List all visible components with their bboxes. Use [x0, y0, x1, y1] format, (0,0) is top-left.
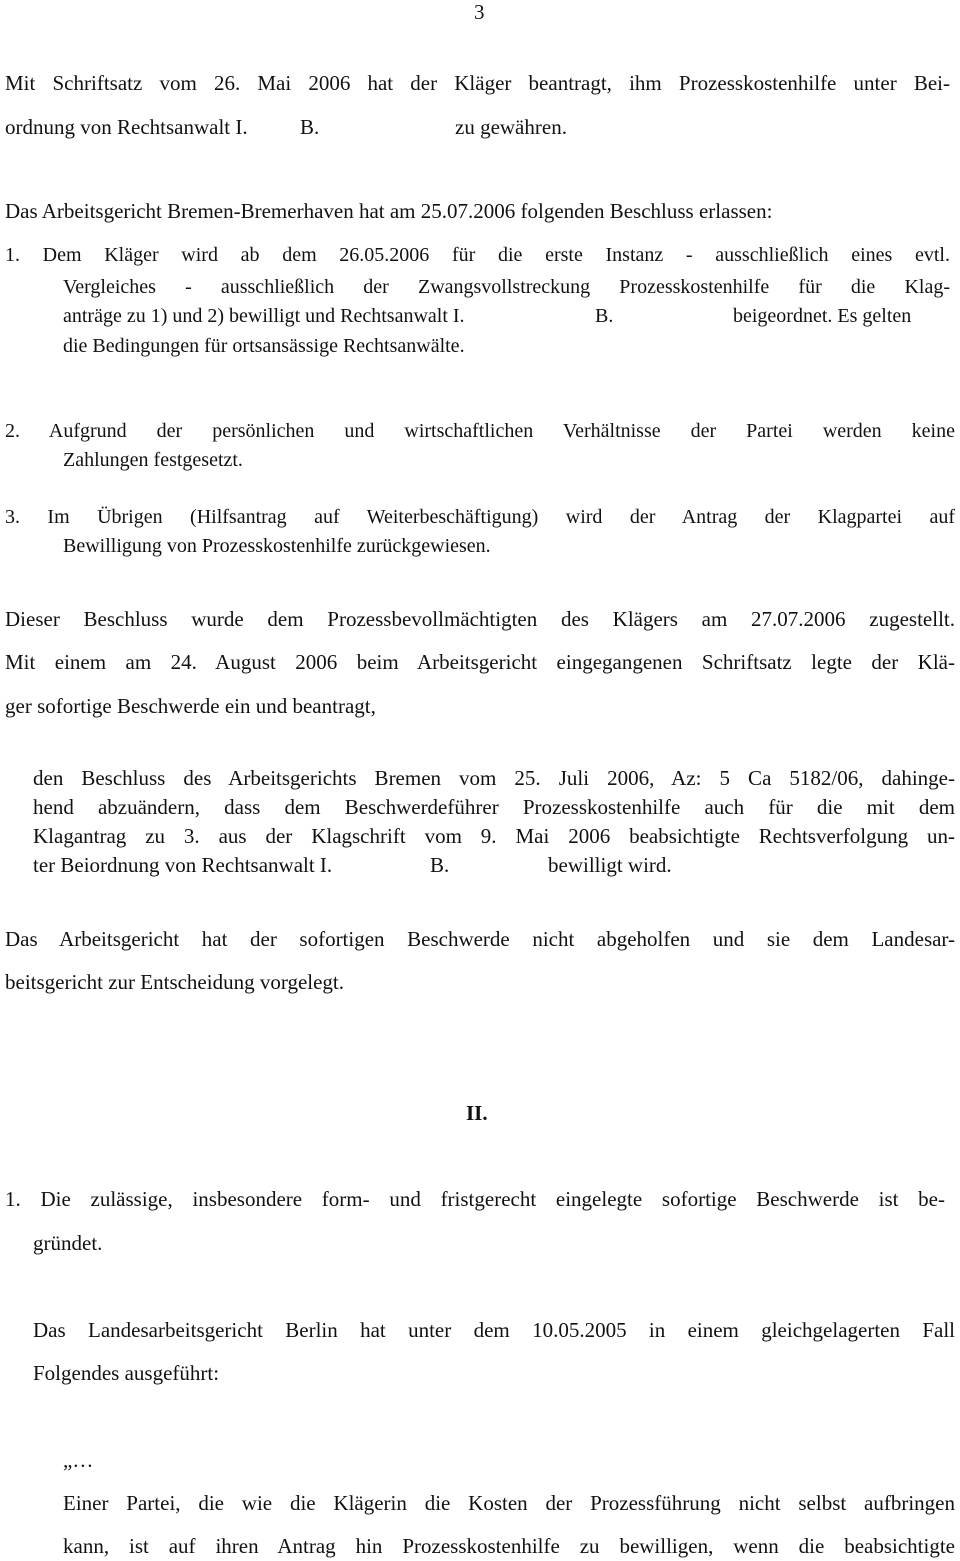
paragraph-line: Das Arbeitsgericht Bremen-Bremerhaven hat am 25.07.2006 folgenden Beschluss erlassen:: [5, 199, 773, 223]
section-heading: II.: [466, 1101, 488, 1125]
quote-mark: „…: [63, 1448, 94, 1472]
paragraph-line: zu gewähren.: [455, 115, 567, 139]
quote-line: kann, ist auf ihren Antrag hin Prozesskostenhilfe zu bewilligen, wenn die beabsichtigte: [63, 1534, 955, 1558]
list-item-line: die Bedingungen für ortsansässige Rechtsanwälte.: [63, 335, 465, 357]
paragraph-line: Das Arbeitsgericht hat der sofortigen Beschwerde nicht abgeholfen und sie dem Landesar-: [5, 927, 955, 951]
paragraph-line: 1. Die zulässige, insbesondere form- und fristgerecht eingelegte sofortige Beschwerde ist be-: [5, 1187, 945, 1211]
paragraph-line: ordnung von Rechtsanwalt I.: [5, 115, 248, 139]
redacted-name: B.: [300, 115, 320, 139]
list-item-line: 2. Aufgrund der persönlichen und wirtschaftlichen Verhältnisse der Partei werden keine: [5, 420, 955, 442]
list-item-line: Zahlungen festgesetzt.: [63, 449, 243, 471]
paragraph-line: Dieser Beschluss wurde dem Prozessbevollmächtigten des Klägers am 27.07.2006 zugestellt.: [5, 607, 955, 631]
paragraph-line: ger sofortige Beschwerde ein und beantragt,: [5, 694, 376, 718]
redacted-name: B.: [430, 853, 450, 877]
list-item-line: 3. Im Übrigen (Hilfsantrag auf Weiterbeschäftigung) wird der Antrag der Klagpartei auf: [5, 506, 955, 528]
page-number: 3: [474, 0, 485, 24]
redacted-name: B.: [595, 305, 614, 327]
list-item-line: 1. Dem Kläger wird ab dem 26.05.2006 für die erste Instanz - ausschließlich eines evtl.: [5, 244, 950, 266]
paragraph-line: Folgendes ausgeführt:: [33, 1361, 220, 1385]
motion-line: den Beschluss des Arbeitsgerichts Bremen vom 25. Juli 2006, Az: 5 Ca 5182/06, dahinge-: [33, 766, 955, 790]
list-item-line: beigeordnet. Es gelten: [733, 305, 912, 327]
paragraph-line: beitsgericht zur Entscheidung vorgelegt.: [5, 970, 345, 994]
paragraph-line: Das Landesarbeitsgericht Berlin hat unter dem 10.05.2005 in einem gleichgelagerten Fall: [33, 1318, 955, 1342]
paragraph-line: Mit einem am 24. August 2006 beim Arbeitsgericht eingegangenen Schriftsatz legte der Klä-: [5, 650, 955, 674]
paragraph-line: Mit Schriftsatz vom 26. Mai 2006 hat der Kläger beantragt, ihm Prozesskostenhilfe unter Bei-: [5, 71, 950, 95]
motion-line: bewilligt wird.: [548, 853, 672, 877]
motion-line: ter Beiordnung von Rechtsanwalt I.: [33, 853, 333, 877]
list-item-line: anträge zu 1) und 2) bewilligt und Rechtsanwalt I.: [63, 305, 465, 327]
motion-line: hend abzuändern, dass dem Beschwerdeführer Prozesskostenhilfe auch für die mit dem: [33, 795, 955, 819]
quote-line: Einer Partei, die wie die Klägerin die Kosten der Prozessführung nicht selbst aufbringen: [63, 1491, 955, 1515]
motion-line: Klagantrag zu 3. aus der Klagschrift vom 9. Mai 2006 beabsichtigte Rechtsverfolgung un-: [33, 824, 955, 848]
paragraph-line: gründet.: [33, 1231, 103, 1255]
list-item-line: Vergleiches - ausschließlich der Zwangsvollstreckung Prozesskostenhilfe für die Klag-: [63, 276, 950, 298]
list-item-line: Bewilligung von Prozesskostenhilfe zurückgewiesen.: [63, 535, 491, 557]
